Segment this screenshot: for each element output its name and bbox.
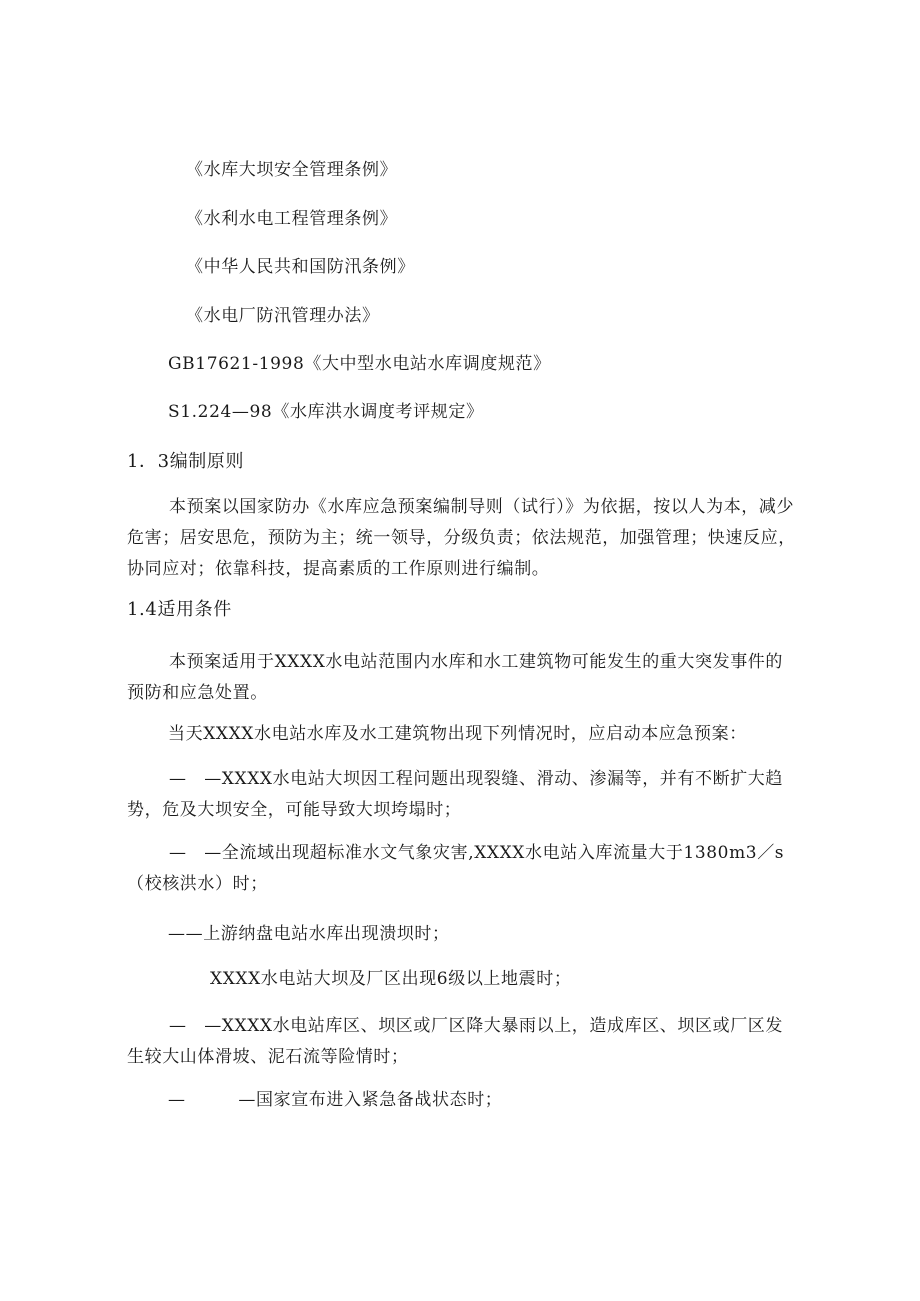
condition-item: — —XXXX水电站大坝因工程问题出现裂缝、滑动、渗漏等，并有不断扩大趋势，危及大坝安全，可能导致大坝垮塌时； <box>127 769 784 820</box>
condition-item: — —XXXX水电站库区、坝区或厂区降大暴雨以上，造成库区、坝区或厂区发生较大山体滑坡、泥石流等险情时； <box>127 1016 784 1067</box>
condition-item: — —国家宣布进入紧急备战状态时； <box>168 1090 503 1110</box>
reference-item: 《水电厂防汛管理办法》 <box>186 306 380 326</box>
reference-item: GB17621-1998《大中型水电站水库调度规范》 <box>168 354 551 374</box>
condition-item: XXXX水电站大坝及厂区出现6级以上地震时； <box>210 969 572 989</box>
section-1-3-body: 本预案以国家防办《水库应急预案编制导则（试行）》为依据，按以人为本，减少危害；居安思危，预防为主；统一领导，分级负责；依法规范，加强管理；快速反应，协同应对；依靠科技，提高素质的工作原则进行编制。 <box>127 497 796 579</box>
condition-item: — —全流域出现超标准水文气象灾害,XXXX水电站入库流量大于1380m3／s（校核洪水）时； <box>127 843 785 894</box>
reference-item: S1.224—98《水库洪水调度考评规定》 <box>168 402 484 422</box>
section-1-4-intro: 当天XXXX水电站水库及水工建筑物出现下列情况时，应启动本应急预案： <box>168 724 747 744</box>
section-heading-1-4: 1.4适用条件 <box>127 599 232 620</box>
section-heading-1-3: 1．3编制原则 <box>127 451 245 472</box>
reference-item: 《水库大坝安全管理条例》 <box>186 160 398 180</box>
reference-item: 《中华人民共和国防汛条例》 <box>186 257 415 277</box>
condition-item: ——上游纳盘电站水库出现溃坝时； <box>168 924 450 944</box>
reference-item: 《水利水电工程管理条例》 <box>186 209 398 229</box>
section-1-4-body: 本预案适用于XXXX水电站范围内水库和水工建筑物可能发生的重大突发事件的预防和应急处置。 <box>127 652 784 703</box>
